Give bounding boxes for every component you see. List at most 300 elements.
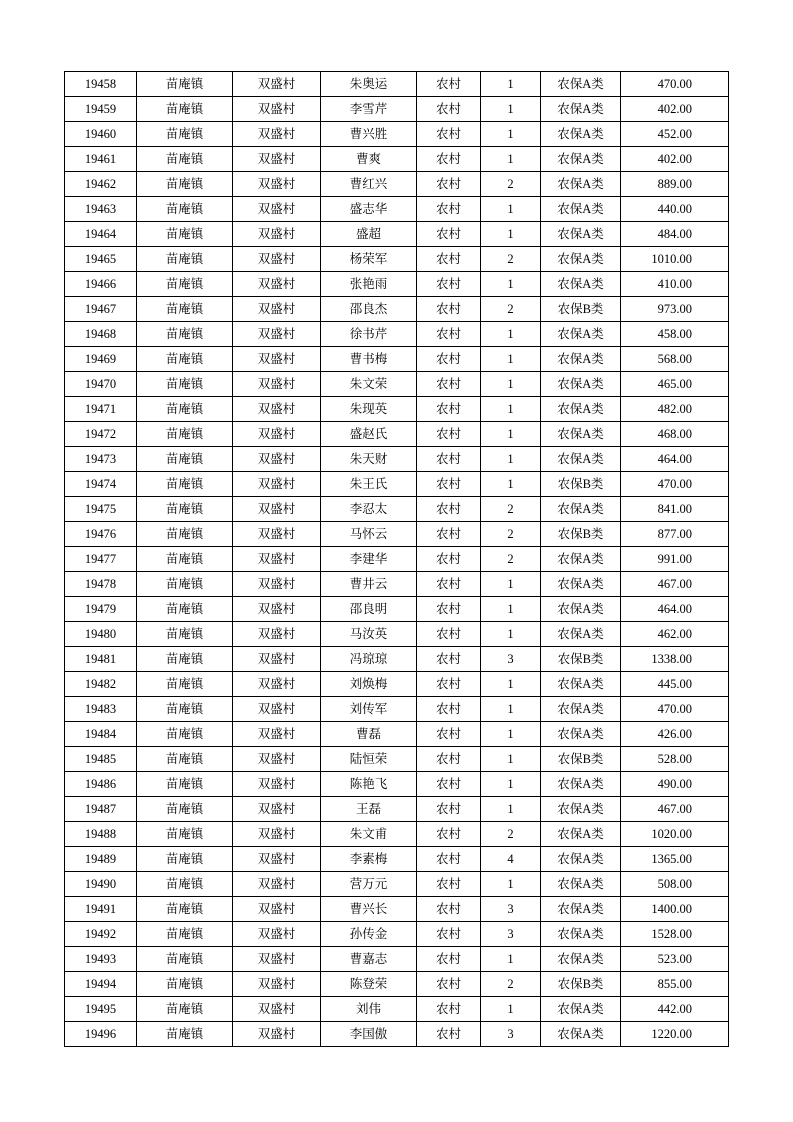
cell-town: 苗庵镇 <box>137 672 233 697</box>
cell-area-type: 农村 <box>417 647 481 672</box>
cell-town: 苗庵镇 <box>137 897 233 922</box>
cell-person-name: 马汝英 <box>321 622 417 647</box>
cell-insurance-category: 农保A类 <box>541 247 621 272</box>
cell-insurance-category: 农保A类 <box>541 497 621 522</box>
cell-serial-number: 19489 <box>65 847 137 872</box>
cell-village: 双盛村 <box>233 922 321 947</box>
cell-town: 苗庵镇 <box>137 822 233 847</box>
table-row <box>65 597 729 622</box>
cell-village: 双盛村 <box>233 897 321 922</box>
cell-amount: 1528.00 <box>621 922 729 947</box>
cell-insurance-category: 农保B类 <box>541 747 621 772</box>
cell-town: 苗庵镇 <box>137 847 233 872</box>
cell-person-count: 1 <box>481 947 541 972</box>
cell-amount: 1365.00 <box>621 847 729 872</box>
cell-person-count: 2 <box>481 547 541 572</box>
cell-amount: 467.00 <box>621 797 729 822</box>
cell-town: 苗庵镇 <box>137 522 233 547</box>
cell-person-count: 1 <box>481 572 541 597</box>
cell-person-count: 2 <box>481 172 541 197</box>
cell-area-type: 农村 <box>417 247 481 272</box>
cell-town: 苗庵镇 <box>137 947 233 972</box>
cell-person-count: 2 <box>481 297 541 322</box>
cell-serial-number: 19469 <box>65 347 137 372</box>
cell-area-type: 农村 <box>417 172 481 197</box>
cell-person-count: 1 <box>481 72 541 97</box>
cell-area-type: 农村 <box>417 722 481 747</box>
cell-person-name: 邵良明 <box>321 597 417 622</box>
cell-insurance-category: 农保A类 <box>541 872 621 897</box>
cell-village: 双盛村 <box>233 947 321 972</box>
table-row <box>65 72 729 97</box>
cell-insurance-category: 农保B类 <box>541 472 621 497</box>
cell-amount: 442.00 <box>621 997 729 1022</box>
cell-town: 苗庵镇 <box>137 497 233 522</box>
cell-person-count: 1 <box>481 397 541 422</box>
cell-person-name: 陈艳飞 <box>321 772 417 797</box>
cell-village: 双盛村 <box>233 297 321 322</box>
cell-person-count: 3 <box>481 647 541 672</box>
cell-village: 双盛村 <box>233 622 321 647</box>
cell-village: 双盛村 <box>233 847 321 872</box>
cell-serial-number: 19493 <box>65 947 137 972</box>
cell-town: 苗庵镇 <box>137 147 233 172</box>
cell-amount: 568.00 <box>621 347 729 372</box>
cell-person-count: 1 <box>481 322 541 347</box>
cell-insurance-category: 农保A类 <box>541 697 621 722</box>
cell-village: 双盛村 <box>233 222 321 247</box>
table-row <box>65 972 729 997</box>
cell-amount: 1020.00 <box>621 822 729 847</box>
cell-amount: 1400.00 <box>621 897 729 922</box>
cell-insurance-category: 农保A类 <box>541 222 621 247</box>
cell-person-name: 曹井云 <box>321 572 417 597</box>
cell-village: 双盛村 <box>233 372 321 397</box>
cell-person-name: 朱天财 <box>321 447 417 472</box>
cell-insurance-category: 农保A类 <box>541 322 621 347</box>
cell-person-count: 3 <box>481 922 541 947</box>
table-row <box>65 897 729 922</box>
cell-insurance-category: 农保A类 <box>541 347 621 372</box>
cell-serial-number: 19485 <box>65 747 137 772</box>
cell-serial-number: 19470 <box>65 372 137 397</box>
cell-person-name: 孙传金 <box>321 922 417 947</box>
cell-village: 双盛村 <box>233 272 321 297</box>
cell-person-name: 营万元 <box>321 872 417 897</box>
cell-amount: 991.00 <box>621 547 729 572</box>
table-row <box>65 422 729 447</box>
table-row <box>65 922 729 947</box>
cell-amount: 470.00 <box>621 72 729 97</box>
cell-insurance-category: 农保A类 <box>541 422 621 447</box>
cell-amount: 462.00 <box>621 622 729 647</box>
table-row <box>65 347 729 372</box>
cell-town: 苗庵镇 <box>137 547 233 572</box>
cell-serial-number: 19467 <box>65 297 137 322</box>
cell-village: 双盛村 <box>233 697 321 722</box>
cell-town: 苗庵镇 <box>137 747 233 772</box>
cell-person-name: 曹爽 <box>321 147 417 172</box>
cell-area-type: 农村 <box>417 222 481 247</box>
cell-village: 双盛村 <box>233 247 321 272</box>
cell-insurance-category: 农保A类 <box>541 372 621 397</box>
cell-person-name: 曹兴长 <box>321 897 417 922</box>
cell-area-type: 农村 <box>417 397 481 422</box>
cell-person-name: 杨荣军 <box>321 247 417 272</box>
cell-serial-number: 19475 <box>65 497 137 522</box>
cell-insurance-category: 农保A类 <box>541 397 621 422</box>
cell-area-type: 农村 <box>417 997 481 1022</box>
cell-serial-number: 19495 <box>65 997 137 1022</box>
cell-town: 苗庵镇 <box>137 622 233 647</box>
cell-insurance-category: 农保A类 <box>541 847 621 872</box>
cell-person-name: 刘传军 <box>321 697 417 722</box>
table-row <box>65 772 729 797</box>
cell-village: 双盛村 <box>233 722 321 747</box>
table-row <box>65 797 729 822</box>
cell-serial-number: 19464 <box>65 222 137 247</box>
table-row <box>65 147 729 172</box>
cell-person-name: 曹红兴 <box>321 172 417 197</box>
cell-town: 苗庵镇 <box>137 922 233 947</box>
cell-person-name: 陆恒荣 <box>321 747 417 772</box>
cell-serial-number: 19466 <box>65 272 137 297</box>
table-row <box>65 297 729 322</box>
table-row <box>65 372 729 397</box>
cell-serial-number: 19471 <box>65 397 137 422</box>
cell-serial-number: 19468 <box>65 322 137 347</box>
cell-area-type: 农村 <box>417 947 481 972</box>
table-row <box>65 447 729 472</box>
cell-village: 双盛村 <box>233 472 321 497</box>
cell-person-name: 曹磊 <box>321 722 417 747</box>
cell-amount: 1010.00 <box>621 247 729 272</box>
cell-insurance-category: 农保A类 <box>541 1022 621 1047</box>
cell-amount: 410.00 <box>621 272 729 297</box>
cell-serial-number: 19476 <box>65 522 137 547</box>
cell-village: 双盛村 <box>233 522 321 547</box>
cell-person-name: 曹书梅 <box>321 347 417 372</box>
cell-person-count: 1 <box>481 672 541 697</box>
cell-area-type: 农村 <box>417 547 481 572</box>
cell-village: 双盛村 <box>233 597 321 622</box>
cell-area-type: 农村 <box>417 497 481 522</box>
cell-area-type: 农村 <box>417 872 481 897</box>
cell-person-count: 1 <box>481 697 541 722</box>
cell-town: 苗庵镇 <box>137 272 233 297</box>
cell-insurance-category: 农保A类 <box>541 672 621 697</box>
cell-insurance-category: 农保B类 <box>541 647 621 672</box>
cell-person-name: 李雪芹 <box>321 97 417 122</box>
cell-person-name: 朱奥运 <box>321 72 417 97</box>
cell-serial-number: 19480 <box>65 622 137 647</box>
cell-serial-number: 19481 <box>65 647 137 672</box>
cell-village: 双盛村 <box>233 572 321 597</box>
table-sheet <box>64 71 729 1047</box>
cell-serial-number: 19488 <box>65 822 137 847</box>
cell-amount: 467.00 <box>621 572 729 597</box>
cell-serial-number: 19479 <box>65 597 137 622</box>
cell-serial-number: 19478 <box>65 572 137 597</box>
cell-person-name: 王磊 <box>321 797 417 822</box>
cell-person-name: 朱现英 <box>321 397 417 422</box>
cell-person-name: 陈登荣 <box>321 972 417 997</box>
cell-person-name: 刘伟 <box>321 997 417 1022</box>
cell-area-type: 农村 <box>417 147 481 172</box>
cell-town: 苗庵镇 <box>137 172 233 197</box>
cell-village: 双盛村 <box>233 672 321 697</box>
cell-insurance-category: 农保A类 <box>541 722 621 747</box>
cell-village: 双盛村 <box>233 322 321 347</box>
table-row <box>65 397 729 422</box>
cell-person-name: 盛超 <box>321 222 417 247</box>
cell-person-name: 朱王氏 <box>321 472 417 497</box>
cell-village: 双盛村 <box>233 872 321 897</box>
table-body <box>65 72 729 1047</box>
cell-insurance-category: 农保A类 <box>541 447 621 472</box>
cell-insurance-category: 农保A类 <box>541 947 621 972</box>
cell-amount: 426.00 <box>621 722 729 747</box>
cell-serial-number: 19459 <box>65 97 137 122</box>
cell-area-type: 农村 <box>417 747 481 772</box>
cell-town: 苗庵镇 <box>137 372 233 397</box>
cell-area-type: 农村 <box>417 272 481 297</box>
cell-town: 苗庵镇 <box>137 772 233 797</box>
cell-area-type: 农村 <box>417 372 481 397</box>
cell-amount: 528.00 <box>621 747 729 772</box>
cell-serial-number: 19487 <box>65 797 137 822</box>
cell-area-type: 农村 <box>417 322 481 347</box>
cell-town: 苗庵镇 <box>137 97 233 122</box>
cell-area-type: 农村 <box>417 897 481 922</box>
table-row <box>65 472 729 497</box>
cell-town: 苗庵镇 <box>137 697 233 722</box>
cell-area-type: 农村 <box>417 72 481 97</box>
cell-area-type: 农村 <box>417 197 481 222</box>
cell-village: 双盛村 <box>233 97 321 122</box>
cell-village: 双盛村 <box>233 772 321 797</box>
table-row <box>65 647 729 672</box>
table-row <box>65 747 729 772</box>
cell-village: 双盛村 <box>233 497 321 522</box>
cell-serial-number: 19492 <box>65 922 137 947</box>
cell-insurance-category: 农保A类 <box>541 122 621 147</box>
cell-person-name: 盛志华 <box>321 197 417 222</box>
cell-person-name: 张艳雨 <box>321 272 417 297</box>
cell-serial-number: 19477 <box>65 547 137 572</box>
cell-village: 双盛村 <box>233 997 321 1022</box>
table-row <box>65 122 729 147</box>
cell-person-count: 1 <box>481 222 541 247</box>
table-row <box>65 697 729 722</box>
cell-person-count: 4 <box>481 847 541 872</box>
table-row <box>65 872 729 897</box>
cell-amount: 440.00 <box>621 197 729 222</box>
cell-person-name: 刘焕梅 <box>321 672 417 697</box>
pension-roster-table <box>64 71 729 1047</box>
cell-area-type: 农村 <box>417 597 481 622</box>
cell-amount: 470.00 <box>621 472 729 497</box>
cell-amount: 484.00 <box>621 222 729 247</box>
cell-insurance-category: 农保A类 <box>541 797 621 822</box>
cell-village: 双盛村 <box>233 1022 321 1047</box>
cell-amount: 452.00 <box>621 122 729 147</box>
cell-person-name: 曹兴胜 <box>321 122 417 147</box>
cell-town: 苗庵镇 <box>137 722 233 747</box>
cell-amount: 490.00 <box>621 772 729 797</box>
cell-town: 苗庵镇 <box>137 347 233 372</box>
cell-area-type: 农村 <box>417 522 481 547</box>
table-row <box>65 822 729 847</box>
cell-town: 苗庵镇 <box>137 597 233 622</box>
table-row <box>65 322 729 347</box>
cell-area-type: 农村 <box>417 847 481 872</box>
cell-town: 苗庵镇 <box>137 72 233 97</box>
cell-insurance-category: 农保A类 <box>541 197 621 222</box>
cell-insurance-category: 农保A类 <box>541 572 621 597</box>
cell-person-count: 1 <box>481 747 541 772</box>
cell-amount: 402.00 <box>621 147 729 172</box>
cell-amount: 468.00 <box>621 422 729 447</box>
cell-village: 双盛村 <box>233 797 321 822</box>
cell-person-count: 2 <box>481 822 541 847</box>
cell-area-type: 农村 <box>417 447 481 472</box>
cell-village: 双盛村 <box>233 447 321 472</box>
cell-person-name: 徐书芹 <box>321 322 417 347</box>
cell-village: 双盛村 <box>233 822 321 847</box>
table-row <box>65 547 729 572</box>
cell-serial-number: 19482 <box>65 672 137 697</box>
cell-amount: 889.00 <box>621 172 729 197</box>
cell-area-type: 农村 <box>417 1022 481 1047</box>
cell-area-type: 农村 <box>417 122 481 147</box>
cell-area-type: 农村 <box>417 97 481 122</box>
cell-person-name: 朱文甫 <box>321 822 417 847</box>
cell-person-count: 1 <box>481 997 541 1022</box>
cell-town: 苗庵镇 <box>137 222 233 247</box>
cell-amount: 855.00 <box>621 972 729 997</box>
cell-town: 苗庵镇 <box>137 997 233 1022</box>
table-row <box>65 97 729 122</box>
cell-person-count: 1 <box>481 147 541 172</box>
cell-amount: 1220.00 <box>621 1022 729 1047</box>
cell-insurance-category: 农保B类 <box>541 522 621 547</box>
cell-area-type: 农村 <box>417 297 481 322</box>
cell-insurance-category: 农保A类 <box>541 622 621 647</box>
cell-town: 苗庵镇 <box>137 647 233 672</box>
cell-person-count: 1 <box>481 722 541 747</box>
cell-amount: 1338.00 <box>621 647 729 672</box>
cell-town: 苗庵镇 <box>137 122 233 147</box>
cell-insurance-category: 农保A类 <box>541 922 621 947</box>
cell-area-type: 农村 <box>417 772 481 797</box>
cell-person-name: 李忍太 <box>321 497 417 522</box>
table-row <box>65 672 729 697</box>
cell-serial-number: 19463 <box>65 197 137 222</box>
cell-person-name: 盛赵氏 <box>321 422 417 447</box>
cell-town: 苗庵镇 <box>137 422 233 447</box>
cell-person-count: 1 <box>481 422 541 447</box>
cell-person-name: 冯琼琼 <box>321 647 417 672</box>
cell-serial-number: 19486 <box>65 772 137 797</box>
cell-village: 双盛村 <box>233 747 321 772</box>
table-row <box>65 247 729 272</box>
cell-person-count: 1 <box>481 197 541 222</box>
cell-amount: 877.00 <box>621 522 729 547</box>
cell-town: 苗庵镇 <box>137 247 233 272</box>
cell-person-name: 朱文荣 <box>321 372 417 397</box>
cell-amount: 508.00 <box>621 872 729 897</box>
cell-town: 苗庵镇 <box>137 872 233 897</box>
cell-serial-number: 19462 <box>65 172 137 197</box>
cell-town: 苗庵镇 <box>137 797 233 822</box>
cell-person-count: 1 <box>481 772 541 797</box>
cell-village: 双盛村 <box>233 347 321 372</box>
table-row <box>65 572 729 597</box>
cell-amount: 973.00 <box>621 297 729 322</box>
cell-village: 双盛村 <box>233 972 321 997</box>
cell-area-type: 农村 <box>417 922 481 947</box>
cell-person-count: 2 <box>481 247 541 272</box>
cell-amount: 465.00 <box>621 372 729 397</box>
cell-person-name: 李国傲 <box>321 1022 417 1047</box>
cell-person-count: 1 <box>481 472 541 497</box>
cell-person-count: 2 <box>481 972 541 997</box>
table-row <box>65 197 729 222</box>
cell-serial-number: 19483 <box>65 697 137 722</box>
cell-serial-number: 19474 <box>65 472 137 497</box>
cell-amount: 445.00 <box>621 672 729 697</box>
cell-person-count: 1 <box>481 272 541 297</box>
cell-town: 苗庵镇 <box>137 472 233 497</box>
cell-town: 苗庵镇 <box>137 322 233 347</box>
cell-area-type: 农村 <box>417 472 481 497</box>
cell-person-count: 1 <box>481 122 541 147</box>
cell-serial-number: 19490 <box>65 872 137 897</box>
cell-town: 苗庵镇 <box>137 447 233 472</box>
cell-person-name: 李建华 <box>321 547 417 572</box>
cell-area-type: 农村 <box>417 672 481 697</box>
cell-person-count: 1 <box>481 447 541 472</box>
cell-village: 双盛村 <box>233 122 321 147</box>
table-row <box>65 522 729 547</box>
table-row <box>65 222 729 247</box>
cell-village: 双盛村 <box>233 72 321 97</box>
cell-serial-number: 19458 <box>65 72 137 97</box>
cell-village: 双盛村 <box>233 422 321 447</box>
cell-serial-number: 19461 <box>65 147 137 172</box>
cell-town: 苗庵镇 <box>137 397 233 422</box>
cell-area-type: 农村 <box>417 422 481 447</box>
cell-area-type: 农村 <box>417 697 481 722</box>
cell-village: 双盛村 <box>233 547 321 572</box>
table-row <box>65 722 729 747</box>
cell-amount: 841.00 <box>621 497 729 522</box>
table-row <box>65 947 729 972</box>
cell-person-count: 2 <box>481 497 541 522</box>
cell-serial-number: 19484 <box>65 722 137 747</box>
cell-amount: 523.00 <box>621 947 729 972</box>
cell-area-type: 农村 <box>417 572 481 597</box>
cell-insurance-category: 农保A类 <box>541 547 621 572</box>
cell-serial-number: 19460 <box>65 122 137 147</box>
cell-area-type: 农村 <box>417 347 481 372</box>
cell-person-count: 1 <box>481 372 541 397</box>
table-row <box>65 1022 729 1047</box>
cell-town: 苗庵镇 <box>137 972 233 997</box>
cell-insurance-category: 农保A类 <box>541 997 621 1022</box>
cell-serial-number: 19496 <box>65 1022 137 1047</box>
